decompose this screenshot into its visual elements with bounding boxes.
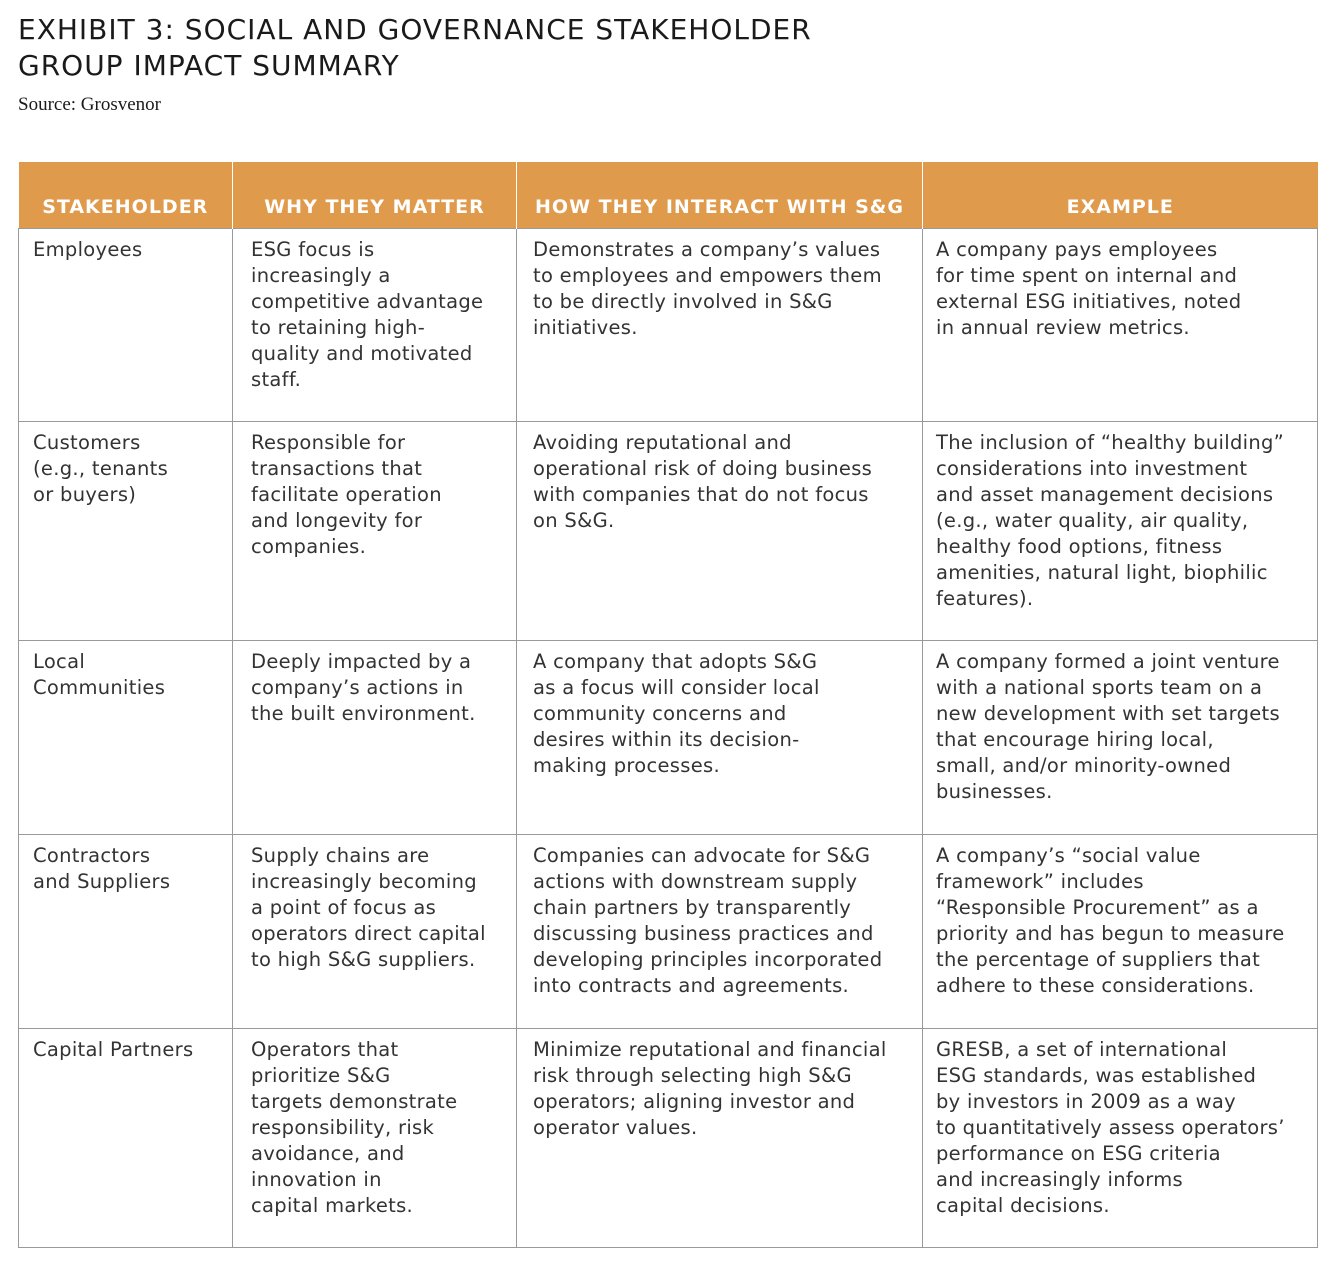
why-cell: ESG focus is increasingly a competitive advantage to retaining high- quality and motivated staff.	[233, 228, 517, 421]
table-row	[19, 421, 1318, 640]
stakeholder-cell: Customers (e.g., tenants or buyers)	[19, 421, 233, 640]
example-cell: A company’s “social value framework” includes “Responsible Procurement” as a priority and has begun to measure the percentage of suppliers that adhere to these considerations.	[923, 834, 1318, 1028]
source-note: Source: Grosvenor	[18, 94, 161, 115]
how-cell: Minimize reputational and financial risk through selecting high S&G operators; aligning investor and operator values.	[517, 1028, 923, 1247]
header-example: EXAMPLE	[923, 162, 1318, 228]
how-cell: Companies can advocate for S&G actions with downstream supply chain partners by transparently discussing business practices and developing principles incorporated into contracts and agreements.	[517, 834, 923, 1028]
stakeholder-table	[18, 162, 1318, 1248]
stakeholder-cell: Contractors and Suppliers	[19, 834, 233, 1028]
stakeholder-cell: Employees	[19, 228, 233, 421]
exhibit-title: EXHIBIT 3: SOCIAL AND GOVERNANCE STAKEHOLDER GROUP IMPACT SUMMARY	[18, 13, 812, 82]
example-cell: A company pays employees for time spent on internal and external ESG initiatives, noted in annual review metrics.	[923, 228, 1318, 421]
header-stakeholder: STAKEHOLDER	[19, 162, 233, 228]
how-cell: Demonstrates a company’s values to employees and empowers them to be directly involved in S&G initiatives.	[517, 228, 923, 421]
how-cell: A company that adopts S&G as a focus will consider local community concerns and desires within its decision- making processes.	[517, 640, 923, 834]
table-row	[19, 834, 1318, 1028]
table-row	[19, 640, 1318, 834]
example-cell: A company formed a joint venture with a national sports team on a new development with set targets that encourage hiring local, small, and/or minority-owned businesses.	[923, 640, 1318, 834]
header-how-they-interact: HOW THEY INTERACT WITH S&G	[517, 162, 923, 228]
example-cell: The inclusion of “healthy building” considerations into investment and asset management decisions (e.g., water quality, air quality, healthy food options, fitness amenities, natural light, biophilic features).	[923, 421, 1318, 640]
header-why-they-matter: WHY THEY MATTER	[233, 162, 517, 228]
table-row	[19, 228, 1318, 421]
stakeholder-cell: Capital Partners	[19, 1028, 233, 1247]
why-cell: Responsible for transactions that facilitate operation and longevity for companies.	[233, 421, 517, 640]
why-cell: Operators that prioritize S&G targets demonstrate responsibility, risk avoidance, and innovation in capital markets.	[233, 1028, 517, 1247]
table-row	[19, 1028, 1318, 1247]
table-header-row	[19, 162, 1318, 228]
why-cell: Deeply impacted by a company’s actions in the built environment.	[233, 640, 517, 834]
why-cell: Supply chains are increasingly becoming a point of focus as operators direct capital to high S&G suppliers.	[233, 834, 517, 1028]
stakeholder-cell: Local Communities	[19, 640, 233, 834]
example-cell: GRESB, a set of international ESG standards, was established by investors in 2009 as a way to quantitatively assess operators’ performance on ESG criteria and increasingly informs capital decisions.	[923, 1028, 1318, 1247]
how-cell: Avoiding reputational and operational risk of doing business with companies that do not focus on S&G.	[517, 421, 923, 640]
